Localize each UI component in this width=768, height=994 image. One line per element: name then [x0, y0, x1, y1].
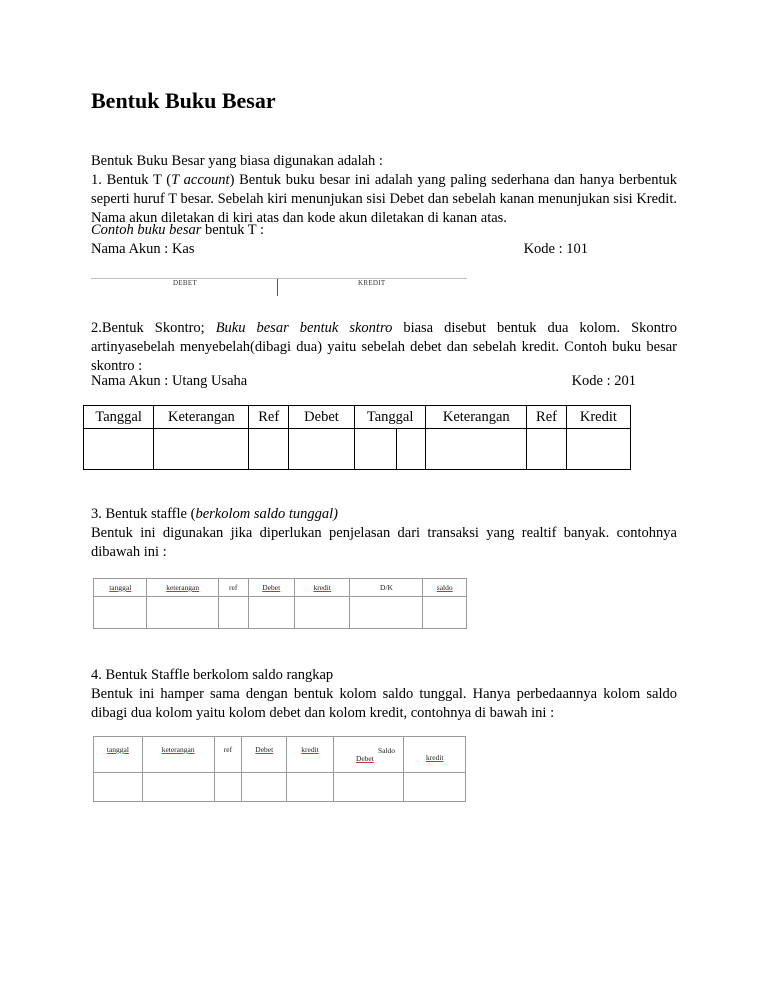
table-header-row	[94, 579, 467, 597]
section1-example: Contoh buku besar bentuk T :	[91, 222, 265, 238]
table-header: saldo	[423, 579, 467, 597]
table-header-row	[84, 406, 631, 429]
table-header: ref	[214, 737, 242, 773]
table-row	[84, 429, 631, 470]
table-header-row	[94, 737, 466, 773]
table-header: tanggal	[94, 579, 147, 597]
table-header: Keterangan	[154, 406, 249, 429]
account-name: Nama Akun : Kas	[91, 241, 195, 257]
table-header: Ref	[527, 406, 566, 429]
table-row	[94, 597, 467, 629]
staffle-double-saldo-table	[93, 736, 466, 802]
table-header: ref	[218, 579, 248, 597]
table-header: Debet	[288, 406, 354, 429]
table-header: D/K	[350, 579, 423, 597]
table-header: tanggal	[94, 737, 143, 773]
staffle-single-saldo-table	[93, 578, 467, 629]
section4-paragraph: Bentuk ini hamper sama dengan bentuk kolom saldo tunggal. Hanya perbedaannya kolom saldo dibagi dua kolom yaitu kolom debet dan kolom kredit, contohnya di bawah ini :	[91, 686, 677, 721]
table-header: Tanggal	[355, 406, 426, 429]
table-header: kredit	[295, 579, 350, 597]
skontro-table	[83, 405, 631, 470]
table-header: Ref	[249, 406, 288, 429]
t-account-kredit-label: KREDIT	[358, 279, 386, 287]
section1-account-row	[91, 240, 588, 259]
section1-paragraph: 1. Bentuk T (T account) Bentuk buku besar ini adalah yang paling sederhana dan hanya berbentuk seperti huruf T besar. Sebelah kiri menunjukan sisi Debet dan sebelah kanan menunjukan sisi Kredit. Nama akun diletakan di kiri atas dan kode akun diletakan di kanan atas.	[91, 172, 677, 226]
table-header: Kredit	[566, 406, 630, 429]
section3-paragraph: Bentuk ini digunakan jika diperlukan penjelasan dari transaksi yang realtif banyak. contohnya dibawah ini :	[91, 525, 677, 560]
saldo-header: Saldo Debet	[333, 737, 403, 773]
table-header: keterangan	[147, 579, 218, 597]
section2-paragraph: 2.Bentuk Skontro; Buku besar bentuk skontro biasa disebut bentuk dua kolom. Skontro artinyasebelah menyebelah(dibagi dua) yaitu sebelah debet dan sebelah kredit. Contoh buku besar skontro :	[91, 320, 677, 374]
section4-heading: 4. Bentuk Staffle berkolom saldo rangkap	[91, 667, 334, 683]
table-header: Tanggal	[84, 406, 154, 429]
table-header: keterangan	[142, 737, 214, 773]
table-header: Debet	[242, 737, 287, 773]
table-header: Debet	[248, 579, 295, 597]
section2-account-row	[91, 372, 636, 391]
table-header: kredit	[287, 737, 334, 773]
saldo-kredit-label: kredit	[426, 753, 444, 762]
table-header: Keterangan	[426, 406, 527, 429]
t-account-debet-label: DEBET	[173, 279, 198, 287]
account-code: Kode : 201	[571, 373, 636, 389]
page-title: Bentuk Buku Besar	[91, 88, 276, 113]
account-code: Kode : 101	[523, 241, 588, 257]
table-row	[94, 773, 466, 802]
t-account-diagram	[91, 276, 467, 298]
account-name: Nama Akun : Utang Usaha	[91, 373, 248, 389]
section3-heading: 3. Bentuk staffle (berkolom saldo tunggal)	[91, 506, 339, 522]
intro-text: Bentuk Buku Besar yang biasa digunakan adalah :	[91, 153, 383, 169]
